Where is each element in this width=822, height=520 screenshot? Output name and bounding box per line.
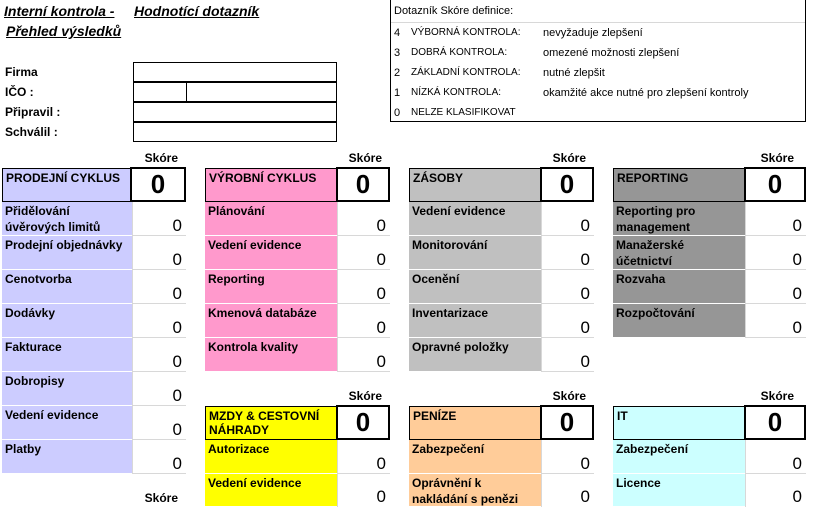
- item-value[interactable]: 0: [541, 202, 594, 236]
- def-num: 2: [394, 67, 401, 79]
- list-item: Zabezpečení: [613, 440, 745, 474]
- list-item: Inventarizace: [409, 304, 541, 338]
- def-name: NELZE KLASIFIKOVAT: [411, 107, 516, 118]
- skore-label-penize: Skóre: [552, 389, 586, 403]
- list-item: Přidělování úvěrových limitů: [2, 202, 132, 236]
- definitions-list: [391, 22, 805, 119]
- def-desc: okamžité akce nutné pro zlepšení kontroly: [543, 87, 749, 99]
- def-num: 0: [394, 107, 401, 119]
- list-item: Vedení evidence: [409, 202, 541, 236]
- list-item: Reporting: [205, 270, 337, 304]
- mzdy-score: 0: [336, 405, 390, 440]
- item-value[interactable]: 0: [132, 304, 186, 338]
- item-value[interactable]: 0: [337, 270, 390, 304]
- item-value[interactable]: 0: [745, 270, 806, 304]
- item-value[interactable]: 0: [541, 440, 594, 474]
- item-value[interactable]: 0: [745, 236, 806, 270]
- def-name: DOBRÁ KONTROLA:: [411, 47, 508, 58]
- reporting-header: REPORTING: [613, 168, 745, 202]
- list-item: Kontrola kvality: [205, 338, 337, 372]
- def-num: 4: [394, 27, 401, 39]
- penize-header: PENÍZE: [409, 406, 541, 440]
- item-value[interactable]: 0: [337, 202, 390, 236]
- vyrobni-score: 0: [336, 167, 390, 202]
- firma-label: Firma: [5, 65, 38, 79]
- list-item: Vedení evidence: [205, 236, 337, 270]
- vyrobni-header: VÝROBNÍ CYKLUS: [205, 168, 337, 202]
- def-num: 3: [394, 47, 401, 59]
- list-item: Dodávky: [2, 304, 132, 338]
- item-value[interactable]: 0: [132, 338, 186, 372]
- reporting-score: 0: [744, 167, 806, 202]
- item-value[interactable]: 0: [132, 372, 186, 406]
- zasoby-header: ZÁSOBY: [409, 168, 541, 202]
- ico-label: IČO :: [5, 85, 34, 99]
- schvalil-field[interactable]: [133, 122, 337, 142]
- list-item: Vedení evidence: [2, 406, 132, 440]
- item-value[interactable]: 0: [541, 338, 594, 372]
- list-item: Monitorování: [409, 236, 541, 270]
- list-item: Prodejní objednávky: [2, 236, 132, 270]
- title-right: Hodnotící dotazník: [134, 3, 260, 19]
- item-value[interactable]: 0: [337, 440, 390, 474]
- list-item: Fakturace: [2, 338, 132, 372]
- skore-label-prodejni: Skóre: [144, 151, 178, 165]
- prodejni-score: 0: [130, 167, 186, 202]
- item-value[interactable]: 0: [132, 440, 186, 474]
- item-value[interactable]: 0: [745, 440, 806, 474]
- ico-field-extra[interactable]: [186, 82, 337, 102]
- pripravil-label: Připravil :: [5, 105, 61, 119]
- item-value[interactable]: 0: [541, 270, 594, 304]
- list-item: Ocenění: [409, 270, 541, 304]
- list-item: Platby: [2, 440, 132, 474]
- item-value[interactable]: 0: [745, 202, 806, 236]
- list-item: Dobropisy: [2, 372, 132, 406]
- item-value[interactable]: 0: [541, 304, 594, 338]
- title-left: Interní kontrola -: [4, 3, 115, 19]
- item-value[interactable]: 0: [132, 202, 186, 236]
- it-header: IT: [613, 406, 745, 440]
- def-desc: nutné zlepšit: [543, 67, 605, 79]
- item-value[interactable]: 0: [132, 236, 186, 270]
- list-item: Cenotvorba: [2, 270, 132, 304]
- item-value[interactable]: 0: [541, 236, 594, 270]
- subtitle: Přehled výsledků: [6, 23, 122, 39]
- list-item: Plánování: [205, 202, 337, 236]
- list-item: Vedení evidence: [205, 474, 337, 507]
- pripravil-field[interactable]: [133, 102, 337, 122]
- def-desc: omezené možnosti zlepšení: [543, 47, 680, 59]
- ico-field[interactable]: [133, 82, 187, 102]
- list-item: Autorizace: [205, 440, 337, 474]
- item-value[interactable]: 0: [541, 474, 594, 507]
- zasoby-score: 0: [540, 167, 594, 202]
- definitions-box: [390, 0, 806, 122]
- def-name: ZÁKLADNÍ KONTROLA:: [411, 67, 521, 78]
- it-score: 0: [744, 405, 806, 440]
- list-item: Reporting pro management: [613, 202, 745, 236]
- item-value[interactable]: 0: [745, 304, 806, 338]
- list-item: Zabezpečení: [409, 440, 541, 474]
- penize-score: 0: [540, 405, 594, 440]
- list-item: Rozvaha: [613, 270, 745, 304]
- def-num: 1: [394, 87, 401, 99]
- skore-label-zasoby: Skóre: [552, 151, 586, 165]
- definitions-title: Dotazník Skóre definice:: [394, 5, 514, 17]
- firma-field[interactable]: [133, 62, 337, 82]
- item-value[interactable]: 0: [337, 474, 390, 507]
- skore-label-it: Skóre: [760, 389, 794, 403]
- prodejni-header: PRODEJNÍ CYKLUS: [2, 168, 131, 202]
- schvalil-label: Schválil :: [5, 125, 58, 139]
- def-name: VÝBORNÁ KONTROLA:: [411, 27, 521, 38]
- item-value[interactable]: 0: [337, 338, 390, 372]
- item-value[interactable]: 0: [745, 474, 806, 507]
- skore-label-vyrobni: Skóre: [348, 151, 382, 165]
- list-item: Opravné položky: [409, 338, 541, 372]
- skore-label-mzdy: Skóre: [348, 389, 382, 403]
- list-item: Oprávnění k nakládání s penězi: [409, 474, 541, 507]
- item-value[interactable]: 0: [337, 304, 390, 338]
- item-value[interactable]: 0: [132, 406, 186, 440]
- list-item: Licence: [613, 474, 745, 507]
- item-value[interactable]: 0: [132, 270, 186, 304]
- list-item: Manažerské účetnictví: [613, 236, 745, 270]
- mzdy-header: MZDY & CESTOVNÍ NÁHRADY: [205, 406, 337, 440]
- def-name: NÍZKÁ KONTROLA:: [411, 87, 502, 98]
- item-value[interactable]: 0: [337, 236, 390, 270]
- skore-label-bottom: Skóre: [144, 491, 178, 505]
- list-item: Rozpočtování: [613, 304, 745, 338]
- skore-label-reporting: Skóre: [760, 151, 794, 165]
- list-item: Kmenová databáze: [205, 304, 337, 338]
- def-desc: nevyžaduje zlepšení: [543, 27, 643, 39]
